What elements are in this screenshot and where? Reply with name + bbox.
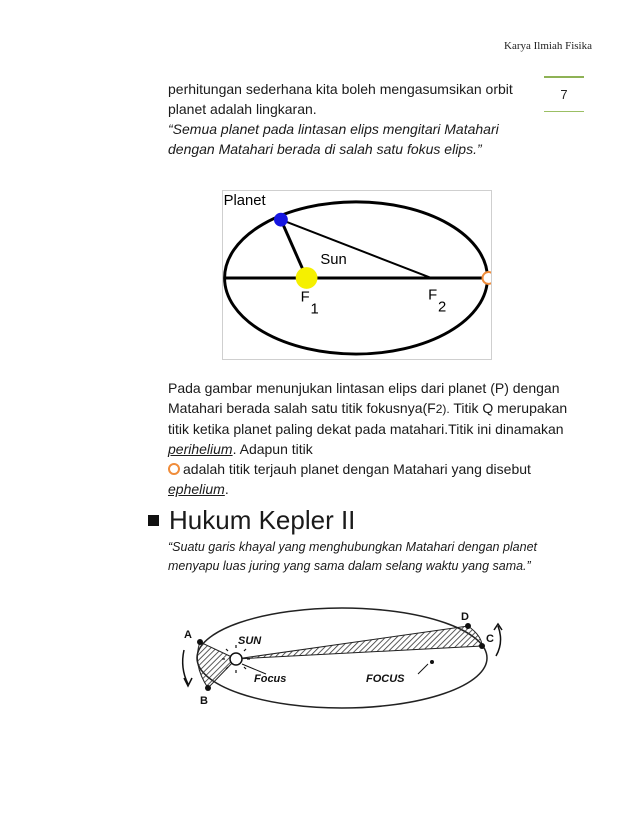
- f1-subscript: 1: [310, 301, 319, 318]
- p2-line3: . Adapun titik: [232, 441, 313, 457]
- p2-line5: .: [224, 481, 229, 497]
- second-focus-dot: [430, 660, 434, 664]
- page-number: 7: [544, 76, 584, 112]
- direction-arrow-left: [183, 650, 188, 684]
- label-b: B: [200, 695, 208, 707]
- p2-line1: Pada gambar menunjukan lintasan elips dari planet (P) dengan Matahari berada salah satu titik fokusnya(F: [168, 380, 560, 416]
- sun-label-2: SUN: [238, 635, 262, 647]
- focus2-pointer: [418, 664, 428, 674]
- sun-dot: [296, 267, 318, 289]
- ephelium-term: ephelium: [168, 481, 225, 497]
- p2-line4: adalah titik terjauh planet dengan Matahari yang disebut: [183, 461, 531, 477]
- sun-symbol: [230, 653, 242, 665]
- label-c: C: [486, 633, 494, 645]
- direction-arrow-right: [496, 626, 501, 656]
- f1-label: F: [300, 289, 310, 306]
- point-a-dot: [197, 639, 203, 645]
- point-d-dot: [465, 623, 471, 629]
- paragraph-orbit-assumption: perhitungan sederhana kita boleh mengasumsikan orbit planet adalah lingkaran.: [168, 81, 513, 117]
- planet-dot: [274, 213, 288, 227]
- planet-label: Planet: [223, 192, 266, 209]
- aphelion-ring-icon: [168, 463, 180, 475]
- header-title: Karya Ilmiah Fisika: [504, 40, 592, 52]
- equal-areas-diagram: [170, 592, 514, 714]
- f2-small-label: 2).: [435, 402, 450, 416]
- perihelium-term: perihelium: [168, 441, 233, 457]
- f2-label: F: [428, 287, 438, 304]
- kepler2-quote: “Suatu garis khayal yang menghubungkan Matahari dengan planet menyapu luas juring yang sama dalam selang waktu yang sama.”: [168, 540, 538, 573]
- swept-area-right: [236, 626, 482, 659]
- aphelion-ring: [483, 272, 492, 284]
- section-heading-text: Hukum Kepler II: [169, 505, 356, 535]
- swept-area-left: [197, 642, 236, 688]
- point-b-dot: [205, 685, 211, 691]
- p2-line2: Titik Q merupakan titik ketika planet paling dekat pada matahari.Titik ini dinamakan: [168, 400, 568, 437]
- section-heading-kepler2: [148, 504, 355, 536]
- direction-arrowhead-left: [184, 678, 192, 686]
- paragraph-perihelion-aphelion: [168, 378, 568, 499]
- sun-label: Sun: [320, 252, 347, 269]
- focus2-label: FOCUS: [366, 673, 405, 685]
- kepler1-quote: “Semua planet pada lintasan elips mengitari Matahari dengan Matahari berada di salah satu fokus elips.”: [168, 121, 499, 157]
- elliptical-orbit-diagram: [222, 190, 492, 360]
- f2-subscript: 2: [438, 299, 447, 316]
- focus1-label: Focus: [254, 673, 287, 685]
- label-d: D: [461, 611, 469, 623]
- point-c-dot: [479, 643, 485, 649]
- square-bullet-icon: [148, 515, 159, 526]
- label-a: A: [184, 629, 192, 641]
